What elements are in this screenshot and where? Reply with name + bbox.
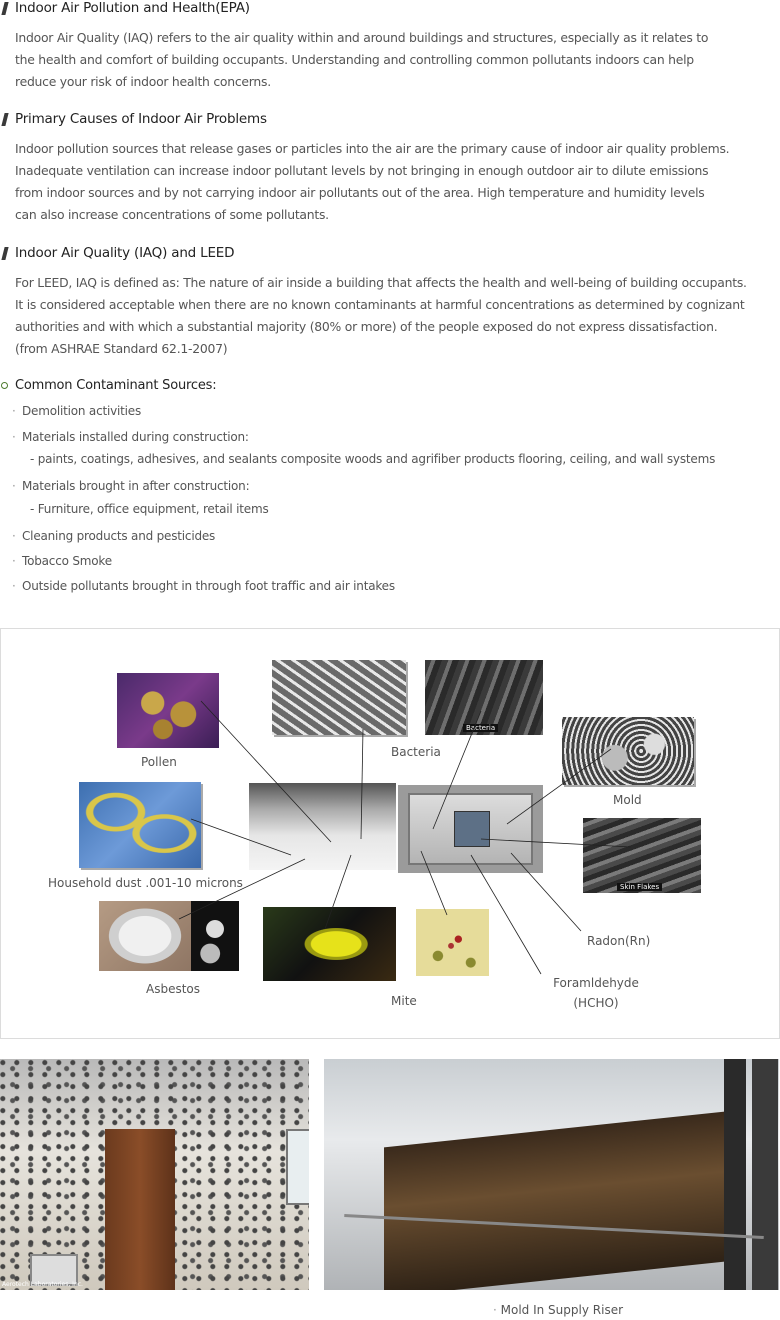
section-body <box>15 138 775 226</box>
contaminants-heading <box>0 378 780 398</box>
body-line: Inadequate ventilation can increase indoor pollutant levels by not bringing in enough outdoor air to dilute emissions <box>15 163 709 178</box>
list-subitem: - paints, coatings, adhesives, and sealants composite woods and agrifiber products flooring, ceiling, and wall systems <box>30 452 716 466</box>
section-title: Indoor Air Pollution and Health(EPA) <box>15 0 250 16</box>
body-line: authorities and with which a substantial majority (80% or more) of the people exposed do not express dissatisfaction. <box>15 319 718 334</box>
bullet-icon: · <box>12 529 16 543</box>
connector-lines <box>1 629 779 1038</box>
photo-caption: · Mold In Supply Riser <box>493 1303 624 1317</box>
section-title: Indoor Air Quality (IAQ) and LEED <box>15 245 235 261</box>
mold-label: Mold <box>613 793 642 807</box>
list-item: · Materials brought in after construction: <box>12 479 250 493</box>
connector-line <box>421 851 447 915</box>
connector-line <box>481 839 631 847</box>
section-marker-icon <box>1 2 8 15</box>
connector-line <box>361 729 363 839</box>
contaminants-title: Common Contaminant Sources: <box>15 378 217 393</box>
dust-label: Household dust .001-10 microns <box>48 876 243 890</box>
moldy-room-photo <box>0 1059 309 1290</box>
body-line: Indoor pollution sources that release gases or particles into the air are the primary cause of indoor air quality problems. <box>15 141 730 156</box>
list-item: · Outside pollutants brought in through foot traffic and air intakes <box>12 579 395 593</box>
bacteria-label: Bacteria <box>391 745 441 759</box>
connector-line <box>201 701 331 842</box>
bullet-icon: · <box>12 430 16 444</box>
radon-label: Radon(Rn) <box>587 934 651 948</box>
circle-bullet-icon <box>1 382 8 389</box>
section-causes <box>0 111 780 231</box>
section-title: Primary Causes of Indoor Air Problems <box>15 111 267 127</box>
body-line: the health and comfort of building occupants. Understanding and controlling common pollutants indoors can help <box>15 52 694 67</box>
contaminant-diagram <box>0 628 780 1039</box>
supply-riser-photo <box>324 1059 779 1290</box>
connector-line <box>471 855 541 974</box>
mite-label: Mite <box>391 994 417 1008</box>
connector-line <box>511 853 581 931</box>
bullet-icon: · <box>12 554 16 568</box>
connector-line <box>191 819 291 855</box>
list-item: · Tobacco Smoke <box>12 554 112 568</box>
skin-flakes-tag: Skin Flakes <box>617 883 662 891</box>
connector-line <box>507 749 611 824</box>
photo-watermark: Aerotech Laboratories, Inc. <box>2 1281 83 1288</box>
section-marker-icon <box>1 247 8 260</box>
section-marker-icon <box>1 113 8 126</box>
list-item: · Materials installed during construction: <box>12 430 249 444</box>
list-item: · Cleaning products and pesticides <box>12 529 216 543</box>
list-subitem: - Furniture, office equipment, retail items <box>30 502 269 516</box>
formaldehyde-label: Foramldehyde (HCHO) <box>553 976 639 1010</box>
section-body <box>15 272 775 360</box>
asbestos-label: Asbestos <box>146 982 201 996</box>
body-line: from indoor sources and by not carrying indoor air pollutants out of the area. High temperature and humidity levels <box>15 185 705 200</box>
body-line: It is considered acceptable when there are no known contaminants at harmful concentrations as determined by cognizant <box>15 297 745 312</box>
connector-line <box>179 859 305 919</box>
body-line: can also increase concentrations of some pollutants. <box>15 207 329 222</box>
bullet-icon: · <box>12 404 16 418</box>
body-line: reduce your risk of indoor health concerns. <box>15 74 271 89</box>
body-line: (from ASHRAE Standard 62.1-2007) <box>15 341 228 356</box>
list-item: · Demolition activities <box>12 404 142 418</box>
bullet-icon: · <box>493 1303 501 1317</box>
connector-line <box>433 711 481 829</box>
section-body <box>15 27 775 93</box>
section-epa <box>0 0 780 95</box>
bullet-icon: · <box>12 579 16 593</box>
connector-line <box>325 855 351 929</box>
section-leed <box>0 245 780 365</box>
bacteria-tag: Bacteria <box>463 724 498 732</box>
body-line: For LEED, IAQ is defined as: The nature of air inside a building that affects the health and well-being of building occupants. <box>15 275 747 290</box>
pollen-label: Pollen <box>141 755 177 769</box>
body-line: Indoor Air Quality (IAQ) refers to the air quality within and around buildings and structures, especially as it relates to <box>15 30 709 45</box>
bullet-icon: · <box>12 479 16 493</box>
